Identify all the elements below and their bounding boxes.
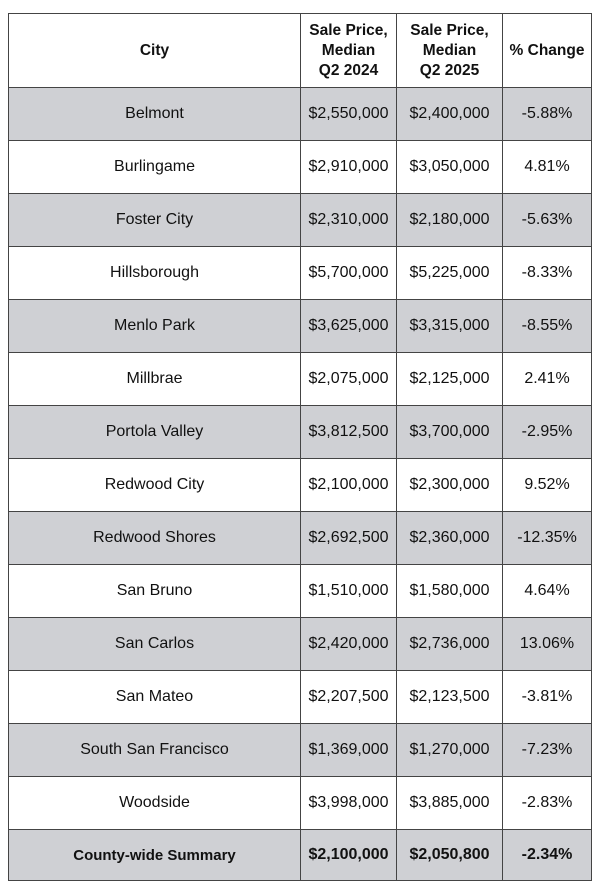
summary-city: County-wide Summary [9,830,301,881]
cell-change: 13.06% [503,618,592,671]
cell-city: Millbrae [9,353,301,406]
table-row [9,247,592,300]
header-q2-2025-line-3: Q2 2025 [419,61,480,79]
cell-change: -8.55% [503,300,592,353]
header-city: City [9,14,301,88]
cell-q2-2025: $2,180,000 [397,194,503,247]
cell-q2-2025: $3,700,000 [397,406,503,459]
cell-city: Portola Valley [9,406,301,459]
header-q2-2025-line-2: Median [422,41,477,59]
header-q2-2024-line-2: Median [321,41,376,59]
header-q2-2024-line-1: Sale Price, [309,21,388,39]
cell-change: 2.41% [503,353,592,406]
cell-q2-2024: $1,510,000 [301,565,397,618]
table-row [9,300,592,353]
cell-city: Foster City [9,194,301,247]
cell-city: San Carlos [9,618,301,671]
cell-change: -12.35% [503,512,592,565]
table-row [9,777,592,830]
table-row [9,459,592,512]
cell-q2-2024: $2,910,000 [301,141,397,194]
cell-change: -3.81% [503,671,592,724]
cell-q2-2024: $2,075,000 [301,353,397,406]
summary-q2-2024: $2,100,000 [301,830,397,881]
cell-city: Redwood City [9,459,301,512]
cell-city: Woodside [9,777,301,830]
cell-q2-2025: $2,736,000 [397,618,503,671]
header-q2-2025 [397,14,503,88]
header-q2-2024 [301,14,397,88]
table-row [9,141,592,194]
sale-price-table [8,13,592,881]
cell-q2-2025: $5,225,000 [397,247,503,300]
cell-city: San Mateo [9,671,301,724]
cell-q2-2025: $1,270,000 [397,724,503,777]
header-row [9,14,592,88]
table-row [9,406,592,459]
cell-q2-2025: $2,123,500 [397,671,503,724]
cell-city: Hillsborough [9,247,301,300]
cell-q2-2024: $2,420,000 [301,618,397,671]
header-q2-2025-line-1: Sale Price, [410,21,489,39]
cell-city: Redwood Shores [9,512,301,565]
cell-city: Menlo Park [9,300,301,353]
summary-row [9,830,592,881]
cell-q2-2024: $3,812,500 [301,406,397,459]
cell-q2-2025: $1,580,000 [397,565,503,618]
cell-q2-2025: $2,300,000 [397,459,503,512]
cell-city: South San Francisco [9,724,301,777]
cell-q2-2024: $2,692,500 [301,512,397,565]
cell-change: -2.83% [503,777,592,830]
cell-q2-2024: $5,700,000 [301,247,397,300]
cell-change: -7.23% [503,724,592,777]
header-change: % Change [503,14,592,88]
table-row [9,565,592,618]
table-header [9,14,592,88]
cell-q2-2025: $2,360,000 [397,512,503,565]
cell-change: 9.52% [503,459,592,512]
cell-q2-2025: $3,050,000 [397,141,503,194]
cell-q2-2024: $3,625,000 [301,300,397,353]
table-row [9,353,592,406]
summary-change: -2.34% [503,830,592,881]
summary-q2-2025: $2,050,800 [397,830,503,881]
header-q2-2024-line-3: Q2 2024 [318,61,379,79]
cell-change: -8.33% [503,247,592,300]
cell-city: San Bruno [9,565,301,618]
table-row [9,724,592,777]
cell-q2-2024: $2,310,000 [301,194,397,247]
cell-change: 4.64% [503,565,592,618]
cell-q2-2025: $2,400,000 [397,88,503,141]
table-row [9,88,592,141]
cell-change: -5.88% [503,88,592,141]
cell-city: Burlingame [9,141,301,194]
cell-city: Belmont [9,88,301,141]
cell-q2-2024: $3,998,000 [301,777,397,830]
cell-q2-2024: $1,369,000 [301,724,397,777]
table-row [9,512,592,565]
table-row [9,618,592,671]
cell-q2-2024: $2,207,500 [301,671,397,724]
cell-change: 4.81% [503,141,592,194]
cell-q2-2025: $3,315,000 [397,300,503,353]
table-row [9,671,592,724]
cell-change: -2.95% [503,406,592,459]
cell-q2-2025: $2,125,000 [397,353,503,406]
cell-q2-2025: $3,885,000 [397,777,503,830]
cell-q2-2024: $2,100,000 [301,459,397,512]
table-body [9,88,592,881]
table-row [9,194,592,247]
cell-q2-2024: $2,550,000 [301,88,397,141]
cell-change: -5.63% [503,194,592,247]
